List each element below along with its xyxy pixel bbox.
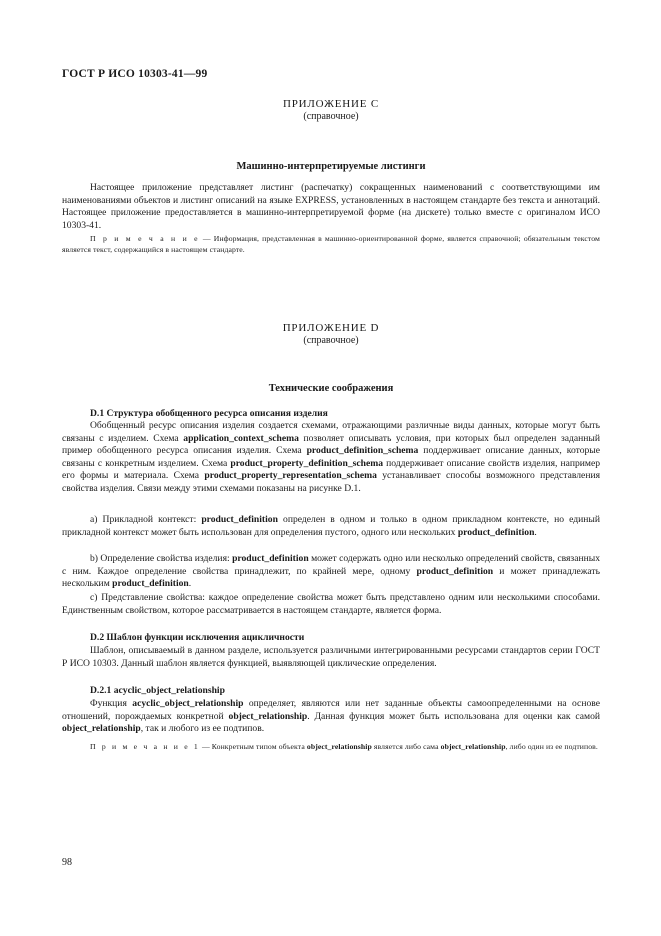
term-product-definition: product_definition: [457, 526, 535, 538]
appendix-d-subtitle: (справочное): [303, 335, 359, 346]
section-d21-heading: D.2.1 acyclic_object_relationship: [90, 685, 225, 696]
text-run: Функция: [90, 698, 133, 709]
appendix-c-subtitle: (справочное): [303, 111, 359, 122]
section-d2-paragraph: Шаблон, описываемый в данном разделе, используется различными интегрированными ресурсами стандартов серии ГОСТ Р ИСО 10303. Данный шаблон является функцией, выявляющей циклические определения.: [62, 645, 600, 669]
term-object-relationship: object_relationship: [440, 742, 506, 751]
text-run: , так и любого из ее подтипов.: [140, 723, 265, 735]
appendix-c-title: ПРИЛОЖЕНИЕ С: [282, 98, 379, 110]
text-run: поддерживает описание свойств изделия, например его формы и материала. Схема: [62, 457, 601, 482]
appendix-d-heading: Технические соображения: [268, 383, 394, 394]
appendix-c-paragraph: Настоящее приложение представляет листинг (распечатку) сокращенных наименований с соответствующими им наименованиями объектов и листинг описаний на языке EXPRESS, установленных в настоящем стандарте без текста и аннотаций. Настоящее приложение предоставляется в машинно-интерпретируемой форме (на дискете) только вместе с оригиналом ИСО 10303-41.: [62, 182, 600, 231]
text-run: Обобщенный ресурс описания изделия создается схемами, отражающими различные виды данных, которые могут быть связаны с изделием. Схема: [62, 420, 600, 444]
text-run: определен в одном и только в одном прикладном контексте, но единый прикладной контекст может быть использован для определения пустого, одного или нескольких: [62, 514, 600, 538]
text-run: b) Определение свойства изделия:: [90, 553, 233, 564]
item-a-paragraph: [62, 514, 600, 539]
term-product-definition-schema: product_definition_schema: [306, 445, 419, 457]
text-run: является либо сама: [371, 742, 441, 751]
term-product-definition: product_definition: [201, 514, 278, 525]
text-run: определяет, являются или нет заданные объекты самоопределенными на основе отношений, порождаемых конкретной: [62, 698, 600, 722]
section-d1-heading: D.1 Структура обобщенного ресурса описания изделия: [90, 408, 328, 419]
text-run: .: [188, 578, 192, 590]
text-run: и может принадлежать нескольким: [62, 565, 600, 590]
page-number: 98: [62, 857, 72, 868]
term-application-context-schema: application_context_schema: [183, 432, 299, 444]
term-object-relationship: object_relationship: [228, 710, 308, 722]
text-run: . Данная функция может быть использована для оценки как самой: [307, 710, 601, 722]
term-object-relationship: object_relationship: [306, 742, 372, 751]
term-product-definition: product_definition: [232, 553, 309, 564]
appendix-c-note: [62, 234, 600, 255]
item-c-paragraph: c) Представление свойства: каждое определение свойства может быть представлено одним или несколькими способами. Единственным свойством, которое рассматривается в настоящем стандарте, является форма.: [62, 592, 600, 616]
document-header: ГОСТ Р ИСО 10303-41—99: [62, 68, 208, 80]
term-product-definition: product_definition: [112, 578, 189, 590]
appendix-c-heading: Машинно-интерпретируемые листинги: [236, 161, 426, 172]
item-b-paragraph: [62, 553, 600, 591]
note-text: — Информация, представленная в машинно-ориентированной форме, является справочной; обязательным текстом является текст, содержащийся в настоящем стандарте.: [62, 234, 600, 254]
text-run: может содержать одно или несколько определений свойств, связанных с ним. Каждое определение свойства принадлежит, по крайней мере, одному: [62, 553, 600, 577]
text-run: поддерживает описание данных, которые связаны с конкретным изделием. Схема: [62, 445, 600, 469]
text-run: — Конкретным типом объекта: [199, 742, 307, 751]
section-d21-note: [62, 742, 600, 753]
text-run: a) Прикладной контекст:: [90, 514, 202, 525]
note-label: П р и м е ч а н и е 1: [90, 742, 200, 751]
term-acyclic-object-relationship: acyclic_object_relationship: [132, 698, 244, 709]
section-d2-heading: D.2 Шаблон функции исключения ацикличности: [90, 632, 305, 643]
section-d1-paragraph: [62, 420, 600, 496]
appendix-d-title: ПРИЛОЖЕНИЕ D: [282, 322, 380, 334]
text-run: .: [534, 526, 537, 538]
term-object-relationship: object_relationship: [62, 723, 141, 735]
note-label: П р и м е ч а н и е: [90, 234, 200, 243]
term-product-property-representation-schema: product_property_representation_schema: [204, 470, 377, 482]
term-product-definition: product_definition: [416, 565, 494, 577]
text-run: , либо один из ее подтипов.: [505, 742, 598, 751]
text-run: устанавливает способы возможного представления свойства изделия. Связи между этими схемами показаны на рисунке D.1.: [62, 470, 600, 494]
text-run: позволяет описывать условия, при которых был определен заданный пример обобщенного ресурса описания изделия. Схема: [62, 432, 600, 457]
section-d21-paragraph: [62, 698, 600, 736]
term-product-property-definition-schema: product_property_definition_schema: [230, 457, 383, 469]
